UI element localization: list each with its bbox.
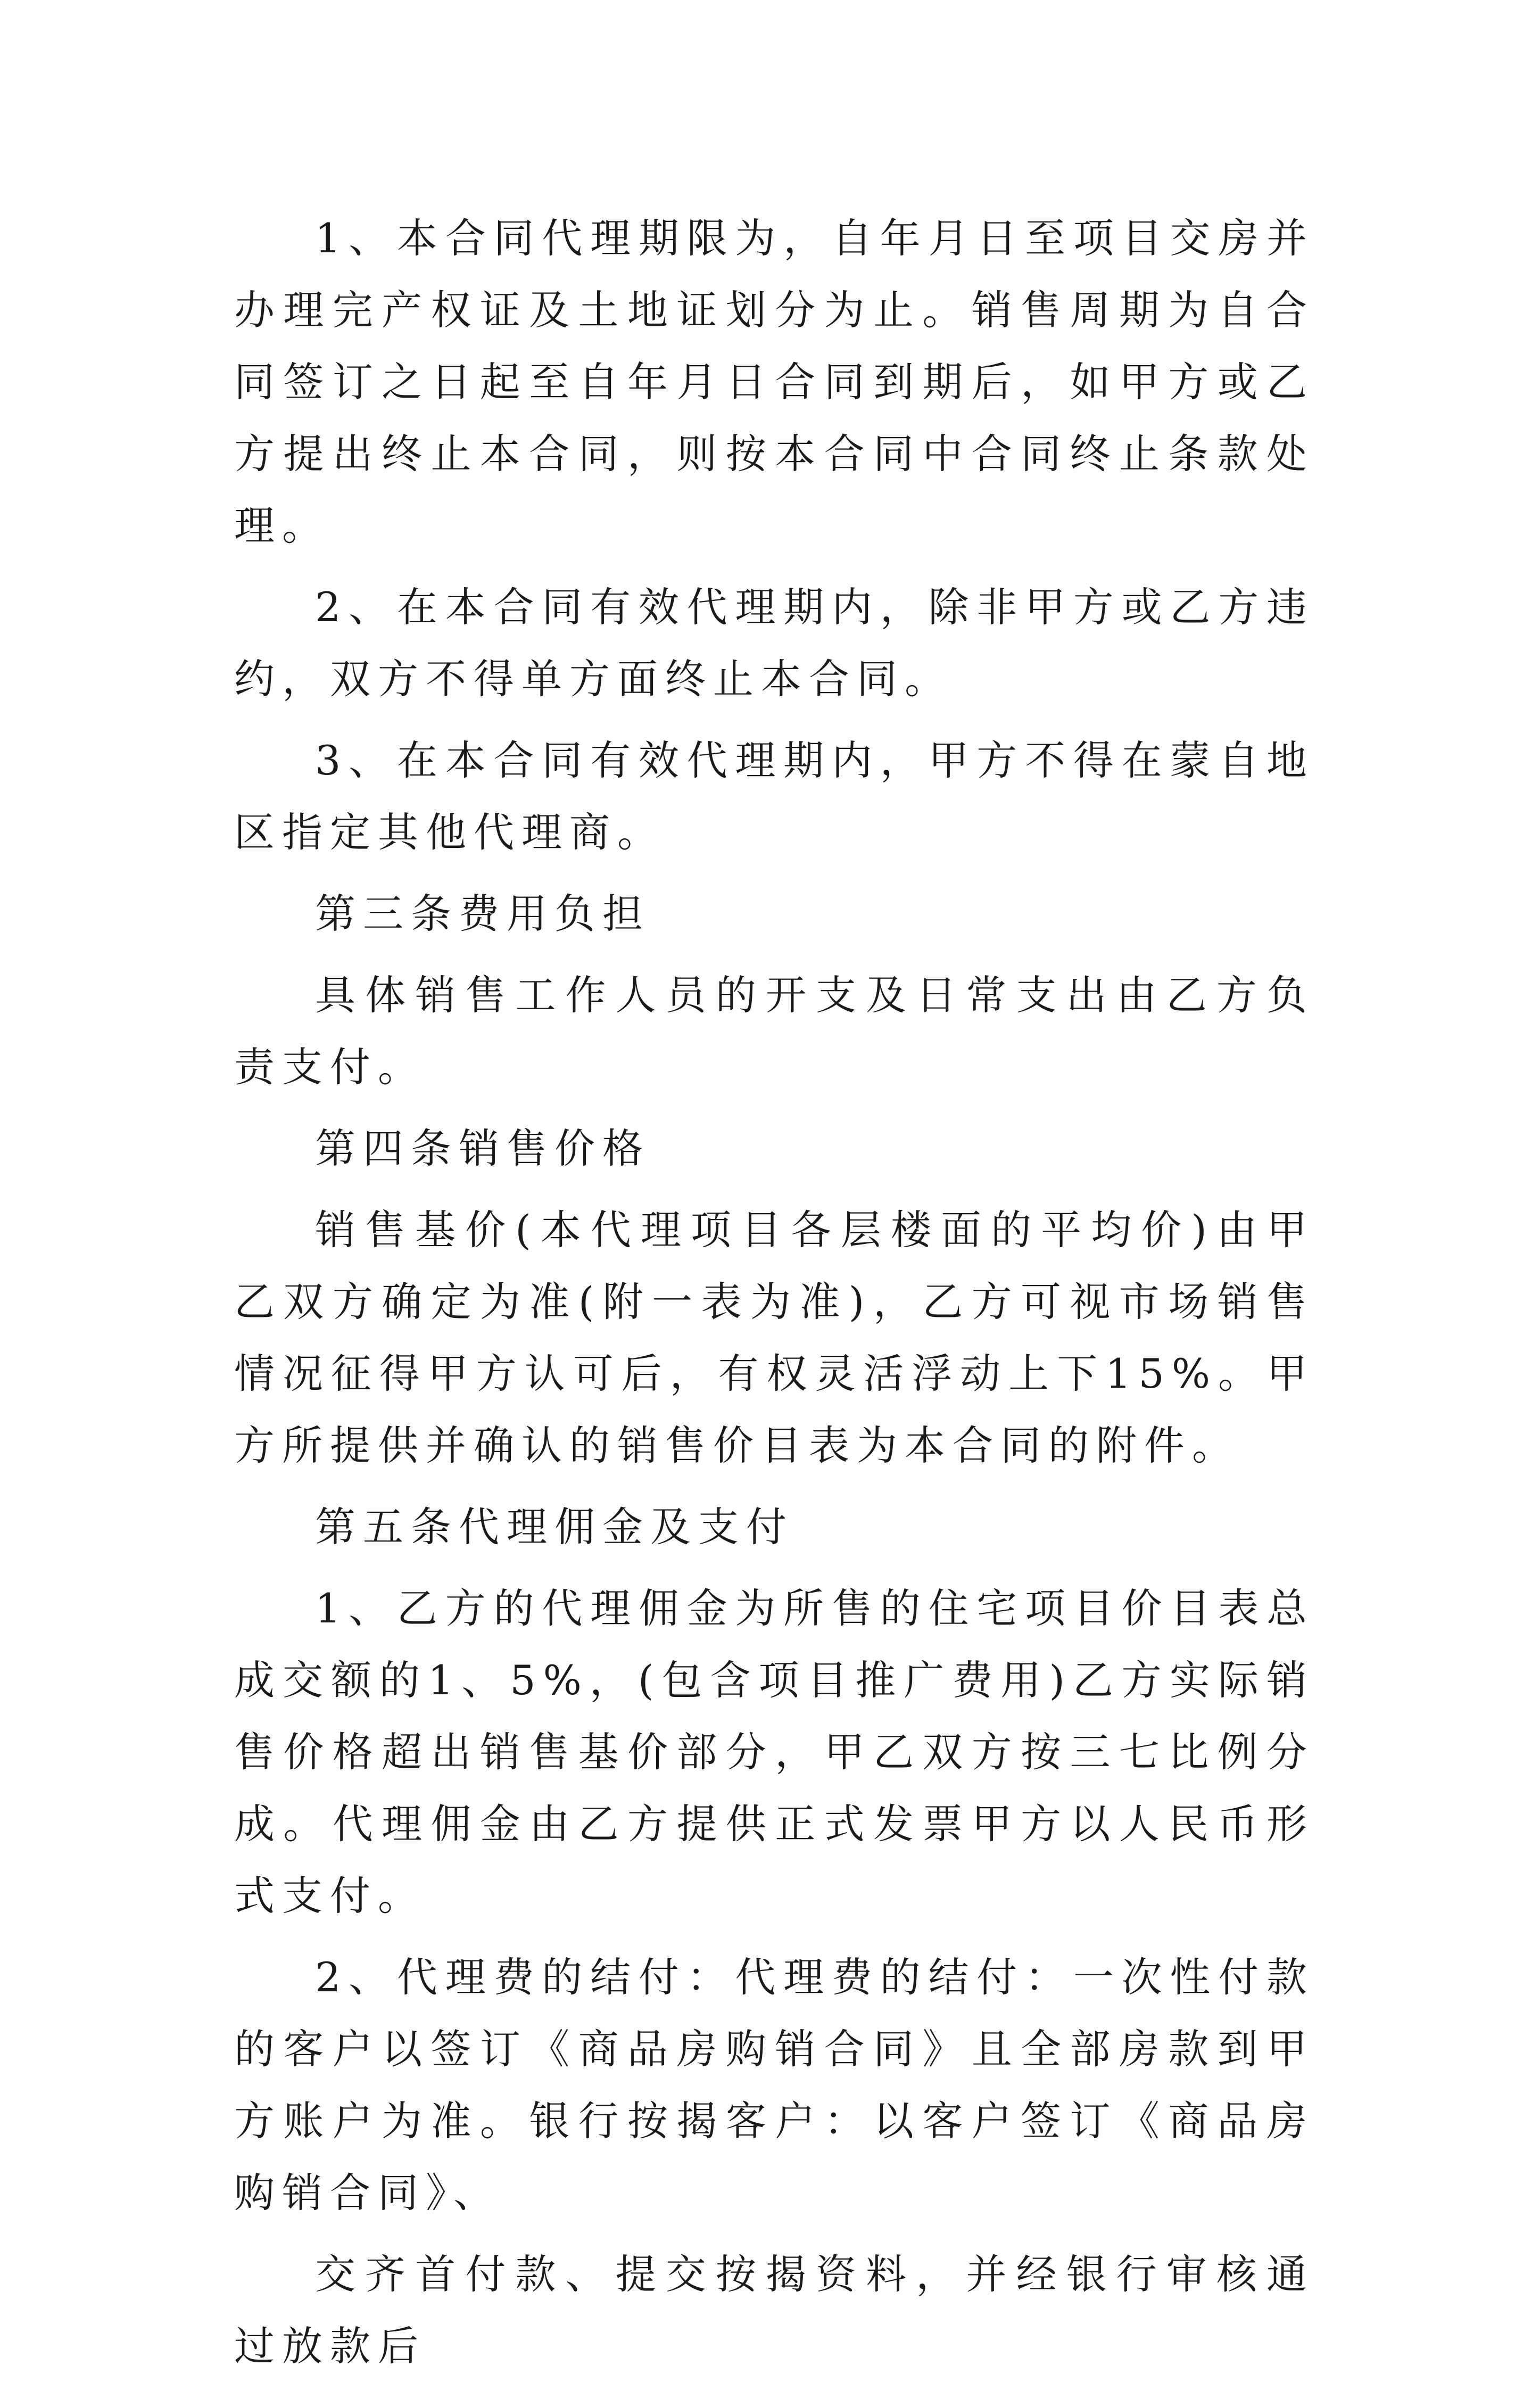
- article-3-heading: 第三条费用负担: [315, 890, 650, 937]
- article-5-clause-2: 2、代理费的结付：代理费的结付：一次性付款的客户以签订《商品房购销合同》且全部房款到甲方账户为准。银行按揭客户：以客户签订《商品房购销合同》、: [234, 1954, 1314, 2216]
- clause-term-period: 1、本合同代理期限为，自年月日至项目交房并办理完产权证及土地证划分为止。销售周期为自合同签订之日起至自年月日合同到期后，如甲方或乙方提出终止本合同，则按本合同中合同终止条款处理。: [234, 215, 1314, 549]
- article-4-heading: 第四条销售价格: [315, 1125, 650, 1172]
- article-5-clause-2-continued: 交齐首付款、提交按揭资料，并经银行审核通过放款后: [234, 2251, 1314, 2370]
- article-4-body: 销售基价(本代理项目各层楼面的平均价)由甲乙双方确定为准(附一表为准)，乙方可视市场销售情况征得甲方认可后，有权灵活浮动上下15%。甲方所提供并确认的销售价目表为本合同的附件。: [234, 1206, 1314, 1469]
- article-5-heading: 第五条代理佣金及支付: [315, 1503, 794, 1551]
- article-5-clause-1: 1、乙方的代理佣金为所售的住宅项目价目表总成交额的1、5%，(包含项目推广费用)乙方实际销售价格超出销售基价部分，甲乙双方按三七比例分成。代理佣金由乙方提供正式发票甲方以人民币形式支付。: [234, 1585, 1314, 1919]
- document-body: [234, 202, 1314, 2382]
- clause-exclusive-agent: 3、在本合同有效代理期内，甲方不得在蒙自地区指定其他代理商。: [234, 737, 1314, 856]
- clause-no-unilateral-termination: 2、在本合同有效代理期内，除非甲方或乙方违约，双方不得单方面终止本合同。: [234, 583, 1314, 703]
- article-3-body: 具体销售工作人员的开支及日常支出由乙方负责支付。: [234, 971, 1314, 1091]
